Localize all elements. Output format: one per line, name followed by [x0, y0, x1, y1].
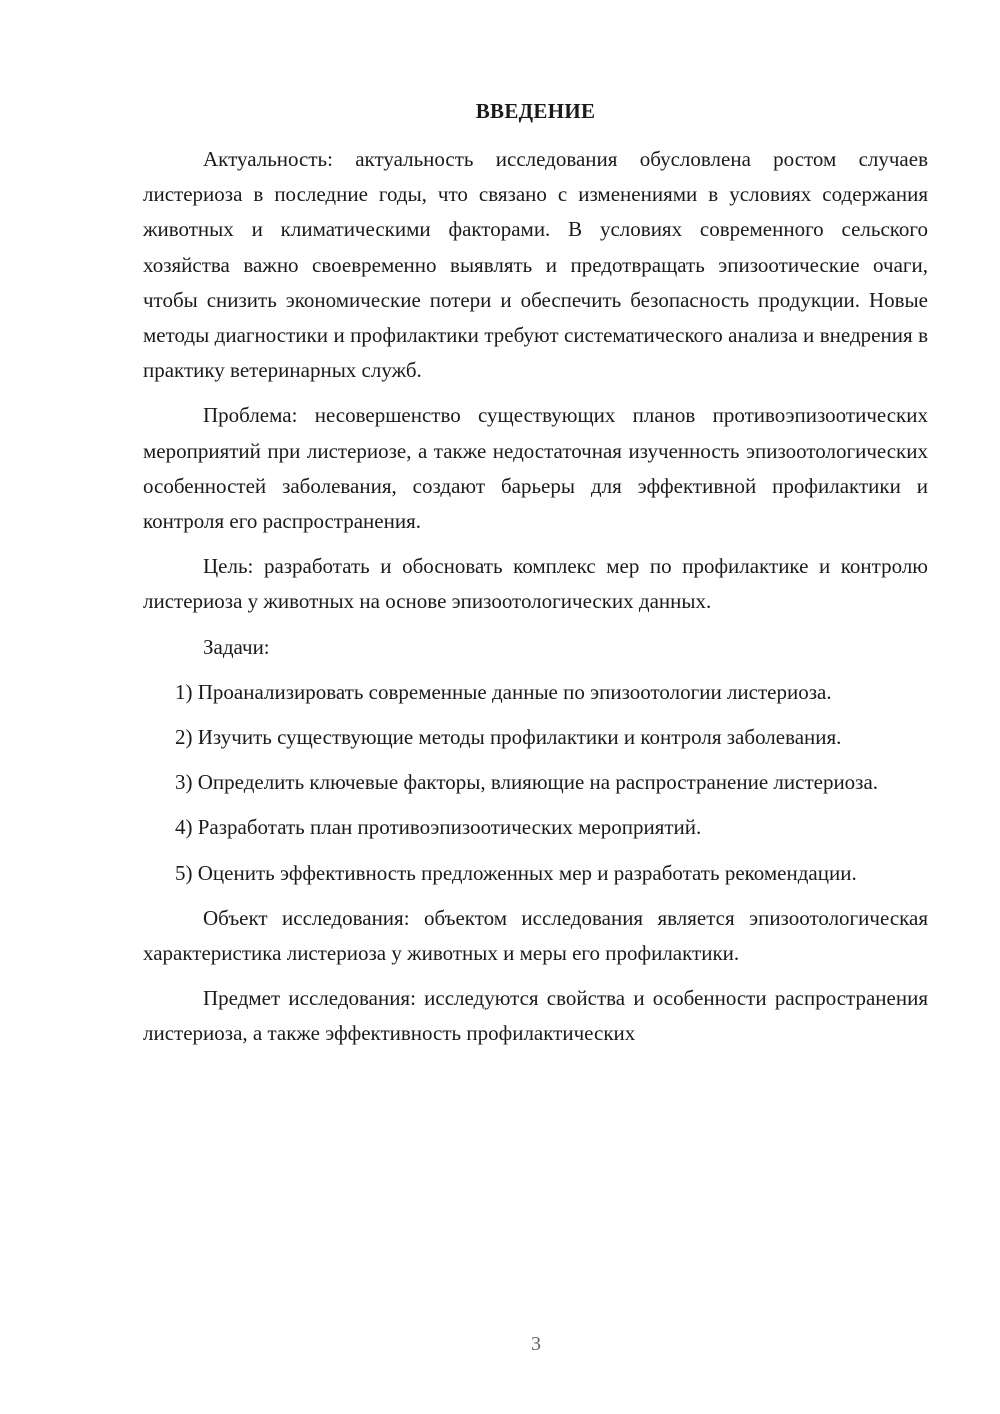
- task-item-2: 2) Изучить существующие методы профилактики и контроля заболевания.: [175, 725, 842, 750]
- page-number: 3: [531, 1333, 541, 1355]
- section-title: ВВЕДЕНИЕ: [475, 99, 596, 123]
- tasks-heading: Задачи:: [203, 634, 270, 659]
- paragraph-problem: Проблема: несовершенство существующих планов противоэпизоотических мероприятий при листериозе, а также недостаточная изученность эпизоотологических особенностей заболевания, создают барьеры для эффективной профилактики и контроля его распространения.: [143, 403, 928, 534]
- paragraph-object: Объект исследования: объектом исследования является эпизоотологическая характеристика листериоза у животных и меры его профилактики.: [143, 905, 928, 966]
- task-item-1: 1) Проанализировать современные данные по эпизоотологии листериоза.: [175, 679, 832, 704]
- task-item-4: 4) Разработать план противоэпизоотических мероприятий.: [175, 815, 702, 840]
- task-item-5: 5) Оценить эффективность предложенных мер и разработать рекомендации.: [175, 860, 857, 885]
- section-body: [143, 142, 928, 1062]
- paragraph-subject: Предмет исследования: исследуются свойства и особенности распространения листериоза, а также эффективность профилактических: [143, 986, 928, 1046]
- task-item-3: 3) Определить ключевые факторы, влияющие на распространение листериоза.: [175, 770, 879, 795]
- paragraph-goal: Цель: разработать и обосновать комплекс мер по профилактике и контролю листериоза у животных на основе эпизоотологических данных.: [143, 554, 928, 614]
- paragraph-relevance: Актуальность: актуальность исследования обусловлена ростом случаев листериоза в последние годы, что связано с изменениями в условиях содержания животных и климатическими факторами. В условиях современного сельского хозяйства важно своевременно выявлять и предотвращать эпизоотические очаги, чтобы снизить экономические потери и обеспечить безопасность продукции. Новые методы диагностики и профилактики требуют систематического анализа и внедрения в практику ветеринарных служб.: [143, 147, 928, 383]
